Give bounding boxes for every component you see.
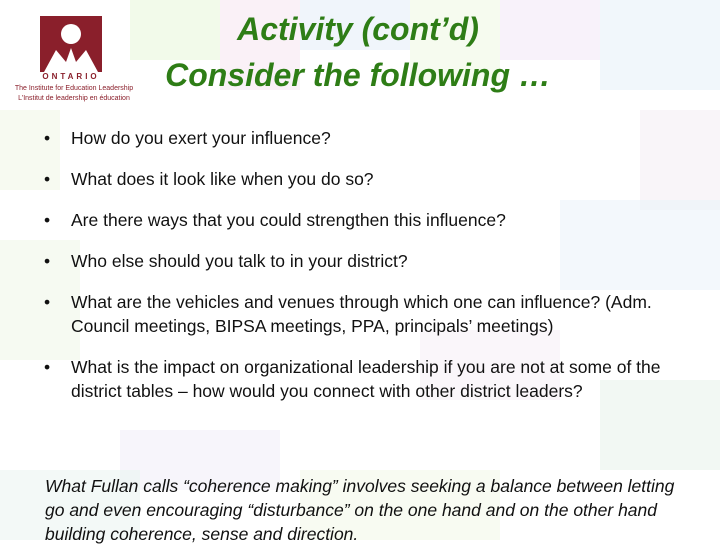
fullan-quote: What Fullan calls “coherence making” involves seeking a balance between letting go and even encouraging “disturbance” on the one hand and on the other hand building coherence, sense and direction. [45, 476, 675, 544]
list-item-text: Who else should you talk to in your district? [71, 251, 408, 271]
title-line-1: Activity (cont’d) [237, 11, 479, 47]
list-item [44, 208, 700, 232]
list-item-text: How do you exert your influence? [71, 128, 331, 148]
bullet-marker: • [44, 210, 51, 230]
list-item [44, 167, 700, 191]
list-item-text: What is the impact on organizational leadership if you are not at some of the district tables – how would you connect with other district leaders? [71, 357, 661, 401]
bullet-marker: • [44, 357, 51, 377]
slide-title [130, 6, 586, 98]
bullet-marker: • [44, 292, 51, 312]
logo-french-text: L’Institut de leadership en éducation [18, 95, 130, 102]
list-item-text: What does it look like when you do so? [71, 169, 374, 189]
bullet-marker: • [44, 169, 51, 189]
list-item [44, 126, 700, 150]
question-list [44, 126, 700, 420]
logo-name: ONTARIO [42, 72, 100, 81]
title-line-2: Consider the following … [165, 57, 551, 93]
logo-emblem-icon [40, 16, 102, 72]
bullet-marker: • [44, 251, 51, 271]
list-item-text: Are there ways that you could strengthen this influence? [71, 210, 506, 230]
list-item [44, 290, 700, 338]
institute-logo [12, 14, 134, 106]
bullet-marker: • [44, 128, 51, 148]
list-item-text: What are the vehicles and venues through which one can influence? (Adm. Council meetings, BIPSA meetings, PPA, principals’ meetings) [71, 292, 652, 336]
list-item [44, 355, 700, 403]
list-item [44, 249, 700, 273]
logo-english-text: The Institute for Education Leadership [14, 85, 134, 92]
